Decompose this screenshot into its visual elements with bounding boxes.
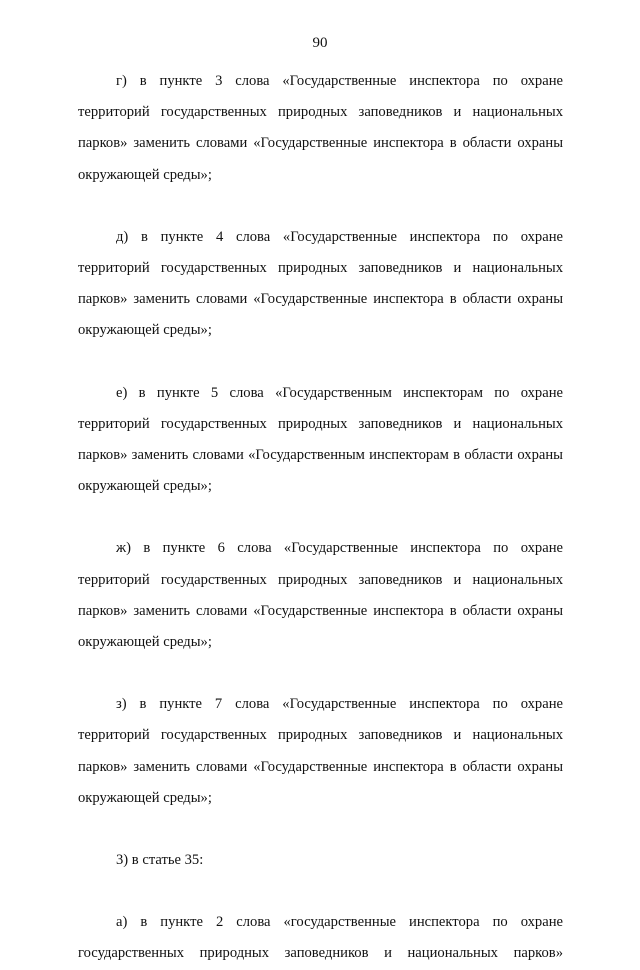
paragraph-d: д) в пункте 4 слова «Государственные инспектора по охране территорий государственных природных заповедников и национальных парков» заменить словами «Государственные инспектора в области охраны окружающей среды»; <box>78 228 563 339</box>
paragraph-zh: ж) в пункте 6 слова «Государственные инспектора по охране территорий государственных природных заповедников и национальных парков» заменить словами «Государственные инспектора в области охраны окружающей среды»; <box>78 540 563 651</box>
page-number: 90 <box>312 35 328 51</box>
paragraph-g: г) в пункте 3 слова «Государственные инспектора по охране территорий государственных природных заповедников и национальных парков» заменить словами «Государственные инспектора в области охраны окружающей среды»; <box>78 73 563 183</box>
paragraph-z: з) в пункте 7 слова «Государственные инспектора по охране территорий государственных природных заповедников и национальных парков» заменить словами «Государственные инспектора в области охраны окружающей среды»; <box>78 696 563 806</box>
paragraph-e: е) в пункте 5 слова «Государственным инспекторам по охране территорий государственных природных заповедников и национальных парков» заменить словами «Государственным инспекторам в области охраны окружающей среды»; <box>78 384 563 495</box>
paragraph-article-35: 3) в статье 35: <box>116 852 204 869</box>
document-body <box>78 66 563 970</box>
paragraph-a: а) в пункте 2 слова «государственные инспектора по охране государственных природных заповедников и национальных парков» <box>78 914 563 962</box>
